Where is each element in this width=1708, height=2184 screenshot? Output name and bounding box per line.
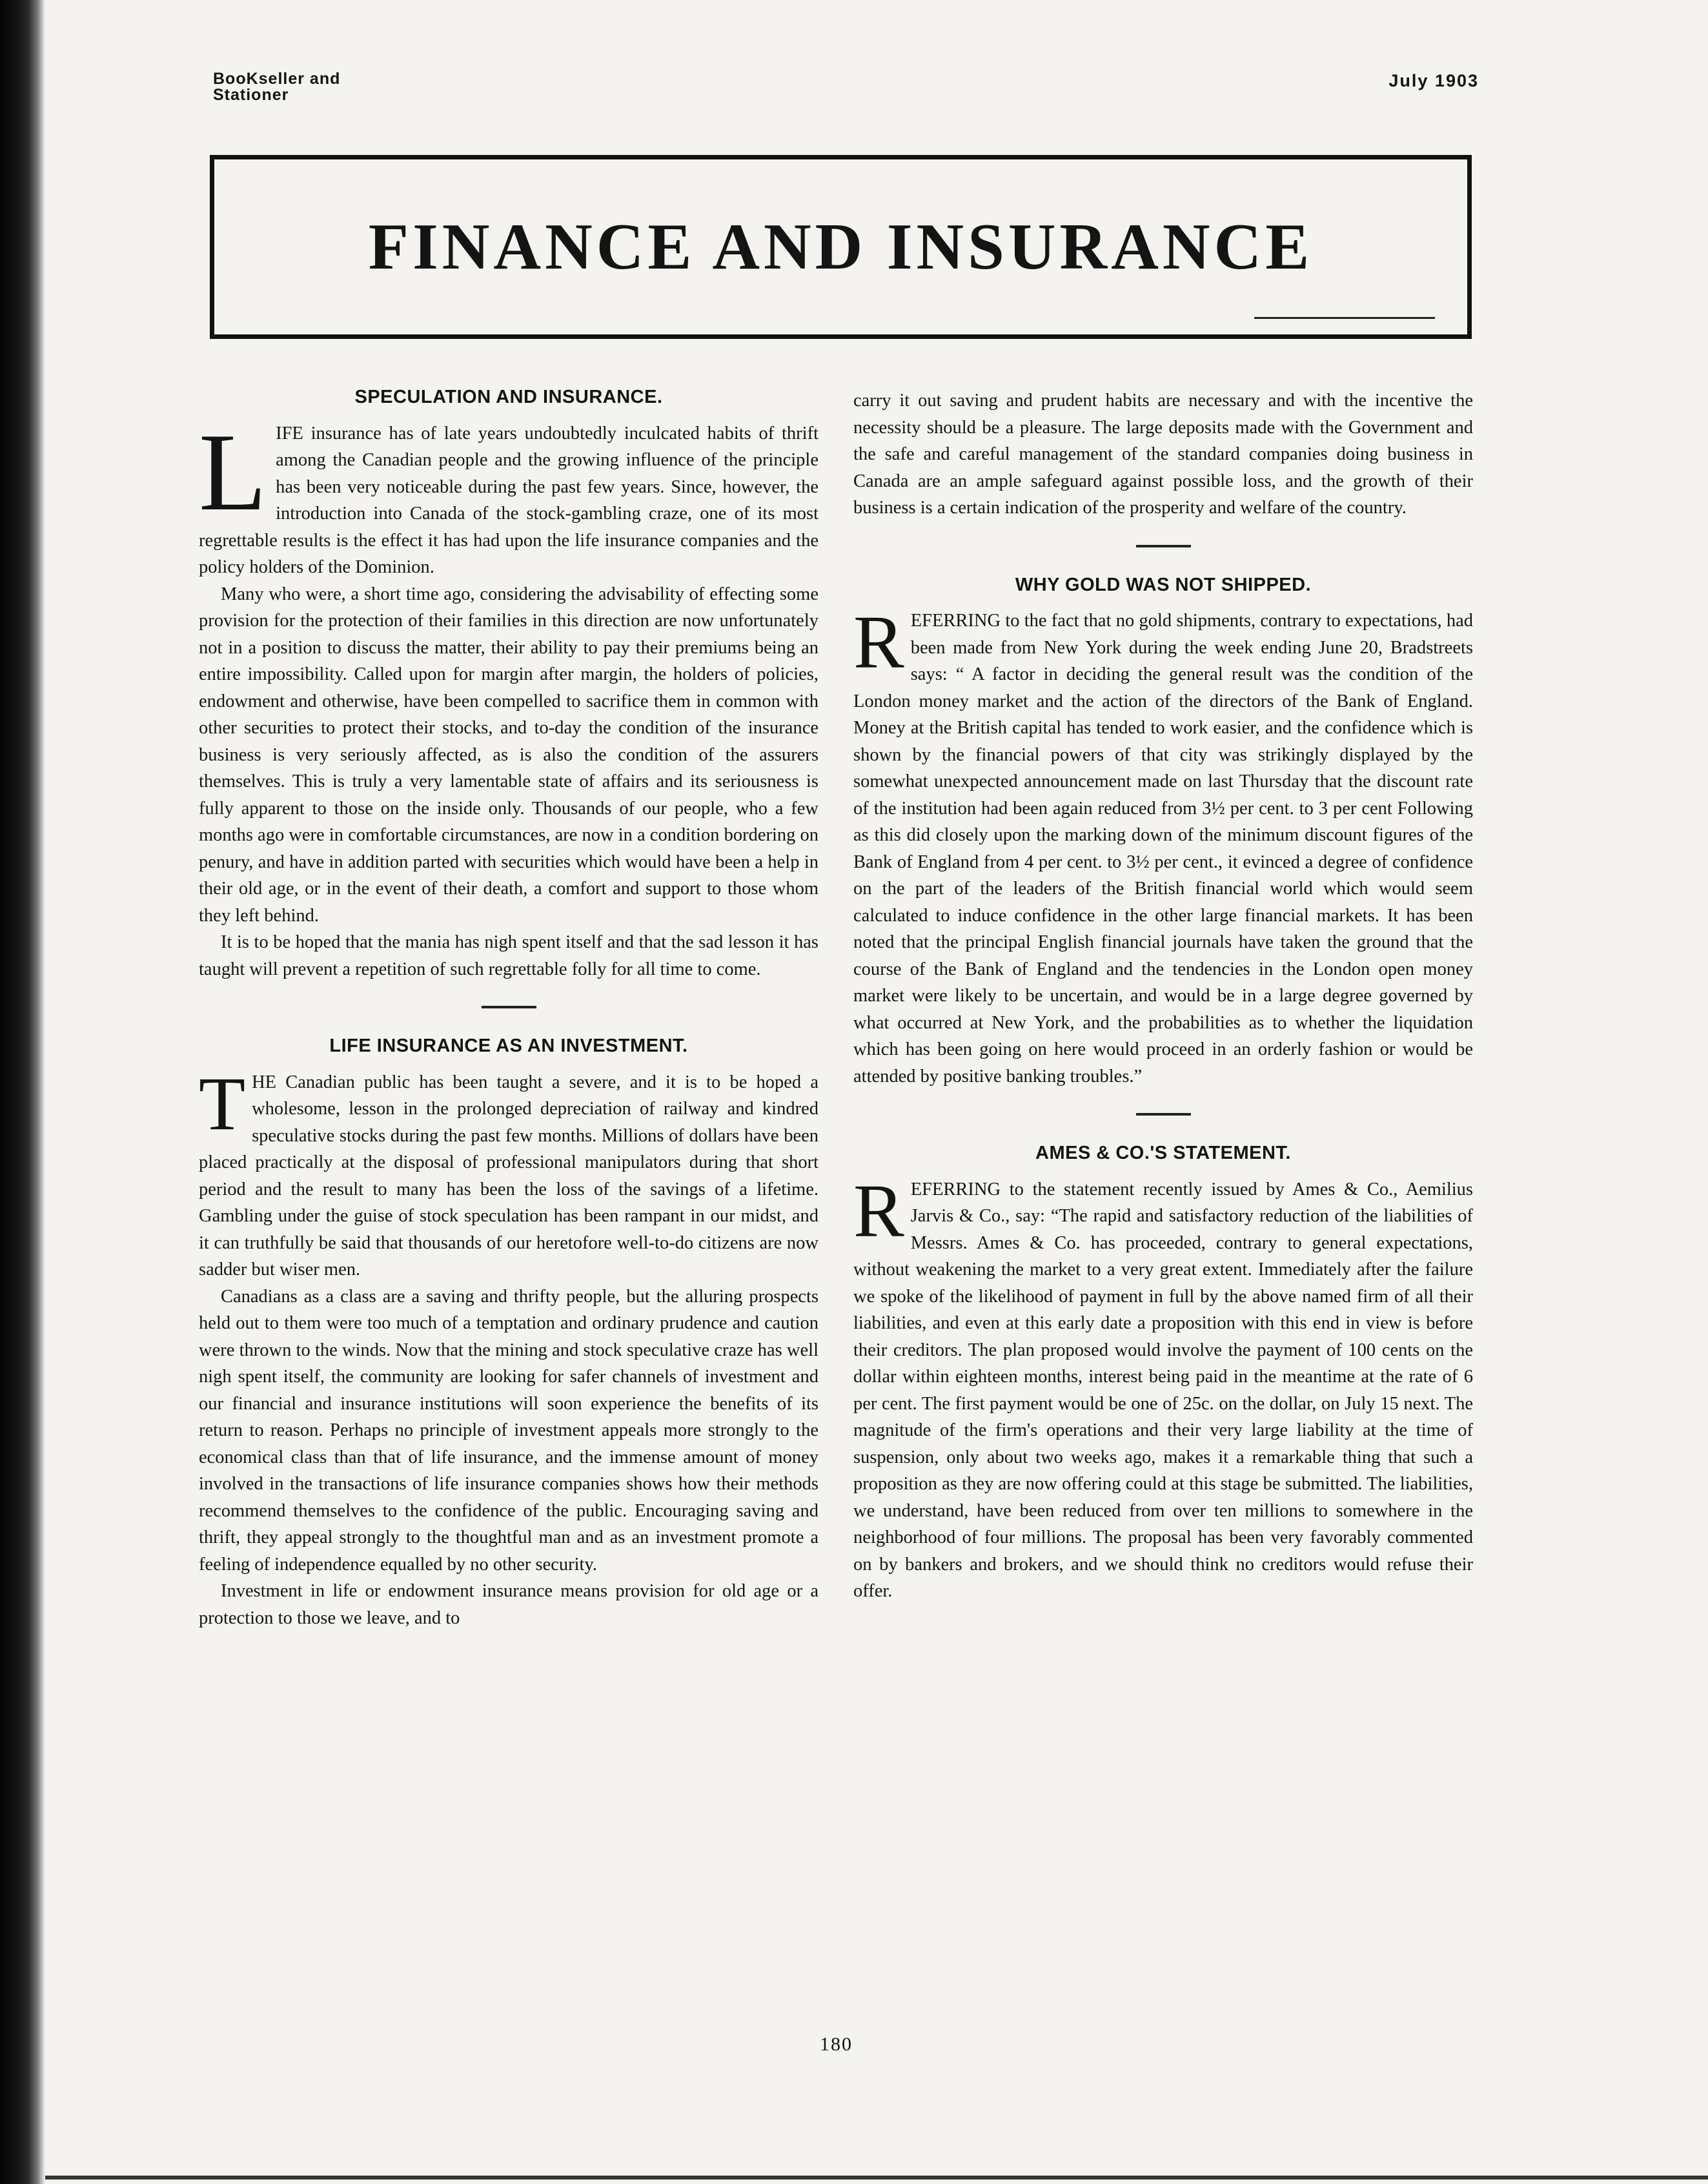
left-column [199, 384, 818, 1631]
book-spine-shadow [0, 0, 45, 2184]
issue-date: July 1903 [1388, 71, 1479, 90]
drop-cap: L [199, 411, 267, 534]
article-separator [482, 1006, 536, 1008]
page-number: 180 [820, 2034, 853, 2055]
article-paragraph: It is to be hoped that the mania has nigh spent itself and that the sad lesson it has taught will prevent a repetition of such regrettable folly for all time to come. [199, 932, 818, 979]
article-paragraph [199, 1061, 818, 1283]
paragraph-text: EFERRING to the statement recently issued by Ames & Co., Aemilius Jarvis & Co., say: “The rapid and satisfactory reduction of the liabilities of Messrs. Ames & Co. has proceeded, contrary to general expectations, without weakening the market to a very great extent. Immediately after the failure we spoke of the likelihood of payment in full by the above named firm of all their liabilities, and even at this early date a proposition with this end in view is before their creditors. The plan proposed would involve the payment of 100 cents on the dollar within eighteen months, interest being paid in the meantime at the rate of 6 per cent. The first payment would be one of 25c. on the dollar, on July 15 next. The magnitude of the firm's operations and their very large liability at the time of suspension, only about two weeks ago, makes it a remarkable thing that such a proposition as they are now offering could at this stage be submitted. The liabilities, we understand, have been reduced from over ten millions to somewhere in the neighborhood of four millions. The proposal has been very favorably commented on by bankers and brokers, and we should think no creditors would refuse their offer. [853, 1179, 1473, 1601]
drop-cap: R [853, 600, 904, 684]
article-heading-ames: AMES & CO.'S STATEMENT. [1035, 1143, 1291, 1163]
article-separator [1136, 545, 1191, 547]
article-paragraph [199, 411, 818, 581]
article-heading-gold: WHY GOLD WAS NOT SHIPPED. [1015, 574, 1312, 595]
article-heading-life-insurance: LIFE INSURANCE AS AN INVESTMENT. [329, 1036, 688, 1056]
publication-name [213, 71, 340, 103]
section-title-box [210, 155, 1472, 339]
publication-name-line2: Stationer [213, 86, 289, 104]
drop-cap: T [199, 1061, 246, 1146]
article-paragraph: Canadians as a class are a saving and thrifty people, but the alluring prospects held out to them were too much of a temptation and ordinary prudence and caution were thrown to the winds. Now that the mining and stock speculative craze has well nigh spent itself, the community are looking for safer channels of investment and our financial and insurance institutions will soon experience the benefits of its return to reason. Perhaps no principle of investment appeals more strongly to the economical class than that of life insurance, and the immense amount of money involved in the transactions of life insurance companies shows how their methods recommend themselves to the confidence of the public. Encouraging saving and thrift, they appeal strongly to the thoughtful man and as an investment promote a feeling of independence equalled by no other security. [199, 1286, 818, 1575]
paragraph-text: HE Canadian public has been taught a severe, and it is to be hoped a wholesome, lesson in the prolonged depreciation of railway and kindred speculative stocks during the past few months. Millions of dollars have been placed practically at the disposal of professional manipulators during that short period and the result to many has been the loss of the savings of a lifetime. Gambling under the guise of stock speculation has been rampant in our midst, and it can truthfully be said that thousands of our heretofore well-to-do citizens are now sadder but wiser men. [199, 1072, 818, 1280]
paragraph-text: IFE insurance has of late years undoubtedly inculcated habits of thrift among the Canadian people and the growing influence of the principle has been very noticeable during the past few years. Since, however, the introduction into Canada of the stock-gambling craze, one of its most regrettable results is the effect it has had upon the life insurance companies and the policy holders of the Dominion. [199, 423, 818, 577]
article-heading-speculation: SPECULATION AND INSURANCE. [354, 387, 663, 407]
drop-cap: R [853, 1168, 904, 1253]
article-separator [1136, 1113, 1191, 1116]
right-column [853, 387, 1473, 1605]
title-box-rule [1254, 317, 1435, 319]
publication-name-line1: BooKseller and [213, 70, 341, 88]
article-paragraph: Many who were, a short time ago, considering the advisability of effecting some provision for the protection of their families in this direction are now unfortunately not in a position to discuss the matter, their ability to pay their premiums being an entire impossibility. Called upon for margin after margin, the holders of policies, endowment and otherwise, have been compelled to sacrifice them in common with other securities to protect their stocks, and to-day the condition of the insurance business is very seriously affected, as is also the condition of the assurers themselves. This is truly a very lamentable state of affairs and its seriousness is fully apparent to those on the inside only. Thousands of our people, who a few months ago were in comfortable circumstances, are now in a condition bordering on penury, and have in addition parted with securities which would have been a help in their old age, or in the event of their death, a comfort and support to those whom they left behind. [199, 584, 818, 926]
article-paragraph [853, 600, 1473, 1090]
article-paragraph: Investment in life or endowment insurance means provision for old age or a protection to those we leave, and to [199, 1581, 818, 1628]
article-paragraph [853, 1168, 1473, 1605]
section-title: FINANCE AND INSURANCE [368, 210, 1314, 283]
paragraph-text: EFERRING to the fact that no gold shipments, contrary to expectations, had been made from New York during the week ending June 20, Bradstreets says: “ A factor in deciding the general result was the condition of the London money market and the action of the directors of the Bank of England. Money at the British capital has tended to work easier, and the confidence which is shown by the financial powers of that city was strikingly displayed by the somewhat unexpected announcement made on last Thursday that the discount rate of the institution had been again reduced from 3½ per cent. to 3 per cent Following as this did closely upon the marking down of the minimum discount figures of the Bank of England from 4 per cent. to 3½ per cent., it evinced a degree of confidence on the part of the leaders of the British financial world which would seem calculated to induce confidence in the other large financial markets. It has been noted that the principal English financial journals have taken the ground that the course of the Bank of England and the tendencies in the London open money market were likely to be uncertain, and would be in a large degree governed by what occurred at New York, and the probabilities as to whether the liquidation which has been going on here would proceed in an orderly fashion or would be attended by positive banking troubles.” [853, 611, 1473, 1087]
continued-paragraph: carry it out saving and prudent habits are necessary and with the incentive the necessity should be a pleasure. The large deposits made with the Government and the safe and careful management of the standard companies doing business in Canada are an ample safeguard against possible loss, and the growth of their business is a certain indication of the prosperity and welfare of the country. [853, 391, 1473, 518]
page-bottom-edge [45, 2176, 1708, 2179]
